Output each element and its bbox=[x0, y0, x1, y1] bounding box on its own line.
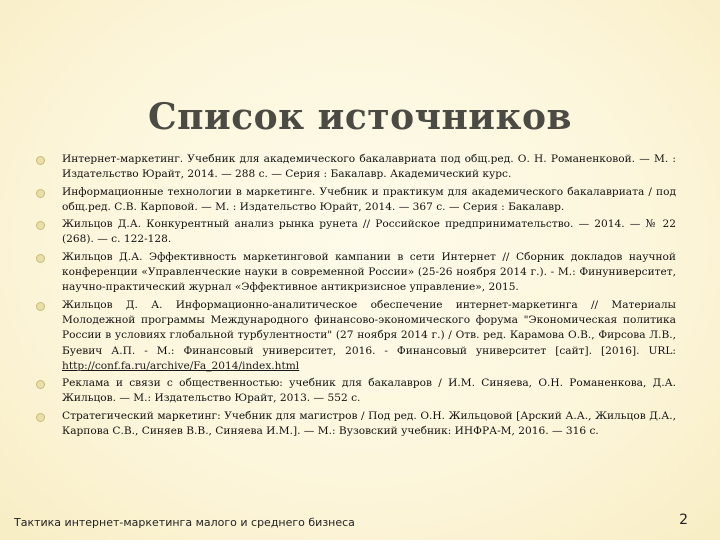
source-text: Реклама и связи с общественностью: учебник для бакалавров / И.М. Синяева, О.Н. Романенкова, Д.А. Жильцов. — М.: Издательство Юрайт, 2013. — 552 с. bbox=[62, 377, 676, 405]
source-text: Жильцов Д.А. Эффективность маркетинговой кампании в сети Интернет // Сборник докладов научной конференции «Управленческие науки в современной России» (25-26 ноября 2014 г.). - М.: Финуниверситет, научно-практический журнал «Эффективное антикризисное управление», 2015. bbox=[62, 250, 676, 294]
list-item bbox=[36, 152, 676, 183]
source-text: Жильцов Д. А. Информационно-аналитическое обеспечение интернет-маркетинга // Материалы Молодежной программы Международного финансово-экономического форума "Экономическая политика России в условиях глобальной турбулентности" (27 ноября 2014 г.) / Отв. ред. Карамова О.В., Фирсова Л.В., Буевич А.П. - М.: Финансовый университет, 2016. - Финансовый университет [сайт]. [2016]. URL: bbox=[62, 298, 676, 357]
list-item bbox=[36, 376, 676, 407]
source-text: Стратегический маркетинг: Учебник для магистров / Под ред. О.Н. Жильцовой [Арский А.А., Жильцов Д.А., Карпова С.В., Синяев В.В., Синяева И.М.]. — М.: Вузовский учебник: ИНФРА-М, 2016. — 316 с. bbox=[62, 409, 676, 438]
bullet-icon bbox=[36, 302, 45, 311]
bullet-icon bbox=[36, 156, 45, 165]
bullet-icon bbox=[36, 380, 45, 389]
list-item bbox=[36, 185, 676, 216]
slide-footer: Тактика интернет-маркетинга малого и среднего бизнеса bbox=[14, 516, 355, 529]
list-item bbox=[36, 217, 676, 248]
list-item bbox=[36, 250, 676, 296]
bullet-icon bbox=[36, 189, 45, 198]
source-text: Интернет-маркетинг. Учебник для академического бакалавриата под общ.ред. О. Н. Романенковой. — М. : Издательство Юрайт, 2014. — 288 с. — Серия : Бакалавр. Академический курс. bbox=[62, 153, 676, 181]
source-text: Информационные технологии в маркетинге. Учебник и практикум для академического бакалавриата / под общ.ред. С.В. Карповой. — М. : Издательство Юрайт, 2014. — 367 с. — Серия : Бакалавр. bbox=[62, 185, 676, 213]
bullet-icon bbox=[36, 221, 45, 230]
list-item bbox=[36, 409, 676, 440]
sources-list bbox=[36, 152, 676, 441]
source-text: Жильцов Д.А. Конкурентный анализ рынка рунета // Российское предпринимательство. — 2014. — № 22 (268). — с. 122-128. bbox=[62, 218, 676, 246]
list-item bbox=[36, 298, 676, 374]
bullet-icon bbox=[36, 254, 45, 263]
bullet-icon bbox=[36, 413, 45, 422]
source-link[interactable]: http://conf.fa.ru/archive/Fa_2014/index.html bbox=[62, 359, 300, 372]
slide-title: Список источников bbox=[147, 96, 573, 138]
page-number: 2 bbox=[679, 512, 688, 528]
